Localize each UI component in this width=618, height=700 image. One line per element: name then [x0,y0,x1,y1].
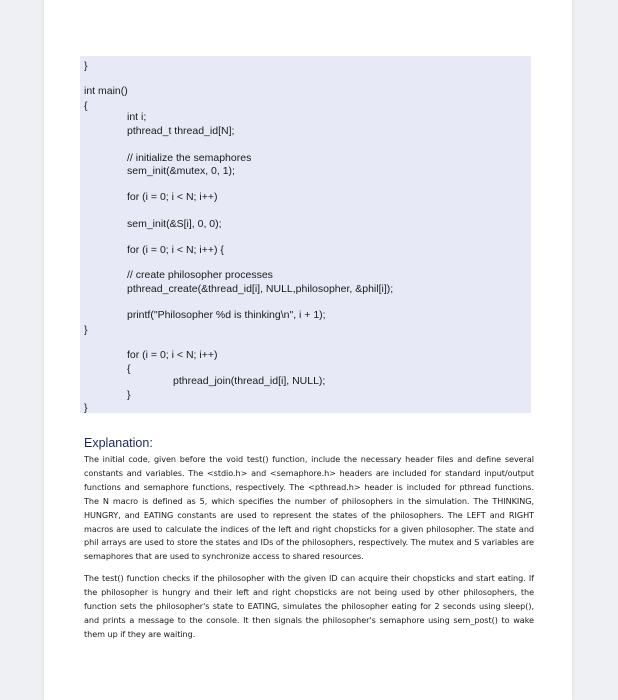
explanation-section [84,436,534,650]
explanation-title: Explanation: [84,436,153,450]
code-line: int main() [84,85,128,97]
code-line: pthread_join(thread_id[i], NULL); [173,375,326,387]
code-line: int i; [127,111,147,123]
explanation-paragraph: The test() function checks if the philosopher with the given ID can acquire their chopsticks and start eating. If the philosopher is hungry and their left and right chopsticks are not being used by other philosophers, the function sets the philosopher's state to EATING, simulates the philosopher eating for 2 seconds using sleep(), and prints a message to the console. It then signals the philosopher's semaphore using sem_post() to wake them up if they are waiting. [84,573,534,639]
code-line: // create philosopher processes [127,269,273,281]
code-line: for (i = 0; i < N; i++) { [127,244,224,256]
explanation-paragraph: The initial code, given before the void test() function, include the necessary header files and define several constants and variables. The <stdio.h> and <semaphore.h> headers are included for standard input/output functions and semaphore functions, respectively. The <pthread.h> header is included for pthread functions. The N macro is defined as 5, which specifies the number of philosophers in the simulation. The THINKING, HUNGRY, and EATING constants are used to represent the states of the philosophers. The LEFT and RIGHT macros are used to calculate the indices of the left and right chopsticks for a given philosopher. The state and phil arrays are used to store the states and IDs of the philosophers, respectively. The mutex and S variables are semaphores that are used to synchronize access to shared resources. [84,454,534,562]
code-line: sem_init(&S[i], 0, 0); [127,218,222,230]
code-line: // initialize the semaphores [127,152,252,164]
code-line: sem_init(&mutex, 0, 1); [127,165,235,177]
code-line: } [84,324,88,336]
code-line: pthread_create(&thread_id[i], NULL,philosopher, &phil[i]); [127,283,394,295]
code-line: } [84,60,88,72]
code-line: pthread_t thread_id[N]; [127,125,235,137]
code-line: } [127,389,131,401]
code-line: { [127,363,131,375]
code-block [80,56,531,413]
code-line: { [84,100,88,112]
code-line: for (i = 0; i < N; i++) [127,349,218,361]
document-page [44,0,572,700]
code-line: } [84,402,88,414]
code-line: for (i = 0; i < N; i++) [127,191,218,203]
code-line: printf("Philosopher %d is thinking\n", i + 1); [127,309,326,321]
